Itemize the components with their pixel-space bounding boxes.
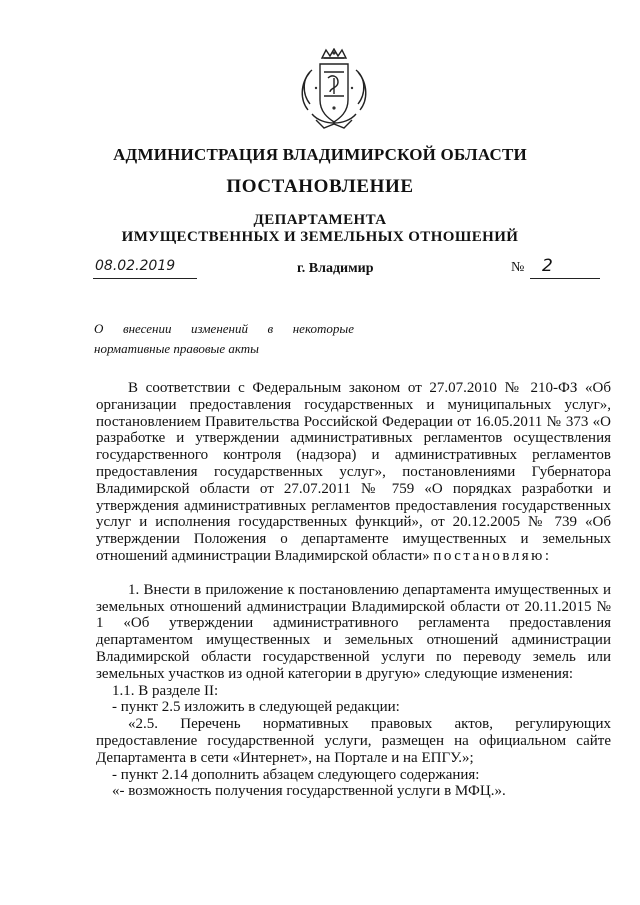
subject-line1: О внесении изменений в некоторые	[94, 321, 354, 336]
preamble-paragraph	[96, 380, 611, 565]
organization-name: АДМИНИСТРАЦИЯ ВЛАДИМИРСКОЙ ОБЛАСТИ	[113, 145, 527, 164]
document-body	[96, 380, 611, 800]
item-1-1-a-text: «2.5. Перечень нормативных правовых актов, регулирующих предоставление государственной услуги, размещен на официальном сайте Департамента в сети «Интернет», на Портале и на ЕПГУ.»;	[96, 716, 611, 766]
item-1-1-b-text: «- возможность получения государственной услуги в МФЦ.».	[112, 783, 506, 800]
document-type: ПОСТАНОВЛЕНИЕ	[226, 176, 414, 197]
department-name-line1: ДЕПАРТАМЕНТА	[253, 212, 387, 228]
document-subject	[94, 319, 354, 359]
document-city: г. Владимир	[297, 261, 374, 276]
preamble-text: В соответствии с Федеральным законом от 27.07.2010 № 210-ФЗ «Об организации предоставления государственных и муниципальных услуг», постановлением Правительства Российской Федерации от 16.05.2011 № 373 «О разработке и утверждении административных регламентов осуществления государственного контроля (надзора) и административных регламентов предоставления государственных услуг», постановлениями Губернатора Владимирской области от 27.07.2011 № 759 «О порядках разработки и утверждения административных регламентов предоставления государственных услуг и исполнения государственных функций», от 20.12.2005 № 739 «Об утверждении Положения о департаменте имущественных и земельных отношений администрации Владимирской области»	[96, 380, 611, 564]
subject-line2: нормативные правовые акты	[94, 341, 259, 356]
item-1-1-b: - пункт 2.14 дополнить абзацем следующего содержания:	[112, 766, 480, 783]
item-1-1: 1.1. В разделе II:	[112, 682, 219, 699]
item-1-1-a: - пункт 2.5 изложить в следующей редакции:	[112, 699, 400, 716]
document-date: 08.02.2019	[93, 258, 197, 279]
document-number: 2	[530, 258, 600, 279]
item-1: 1. Внести в приложение к постановлению департамента имущественных и земельных отношений администрации Владимирской области от 20.11.2015 № 1 «Об утверждении административного регламента предоставления департаментом имущественных и земельных отношений администрации Владимирской области государственной услуги по переводу земель или земельных участков из одной категории в другую» следующие изменения:	[96, 581, 611, 682]
decree-word: постановляю:	[433, 547, 552, 564]
document-number-label: №	[511, 260, 525, 275]
coat-of-arms-emblem	[298, 48, 370, 134]
department-name-line2: ИМУЩЕСТВЕННЫХ И ЗЕМЕЛЬНЫХ ОТНОШЕНИЙ	[121, 229, 519, 245]
